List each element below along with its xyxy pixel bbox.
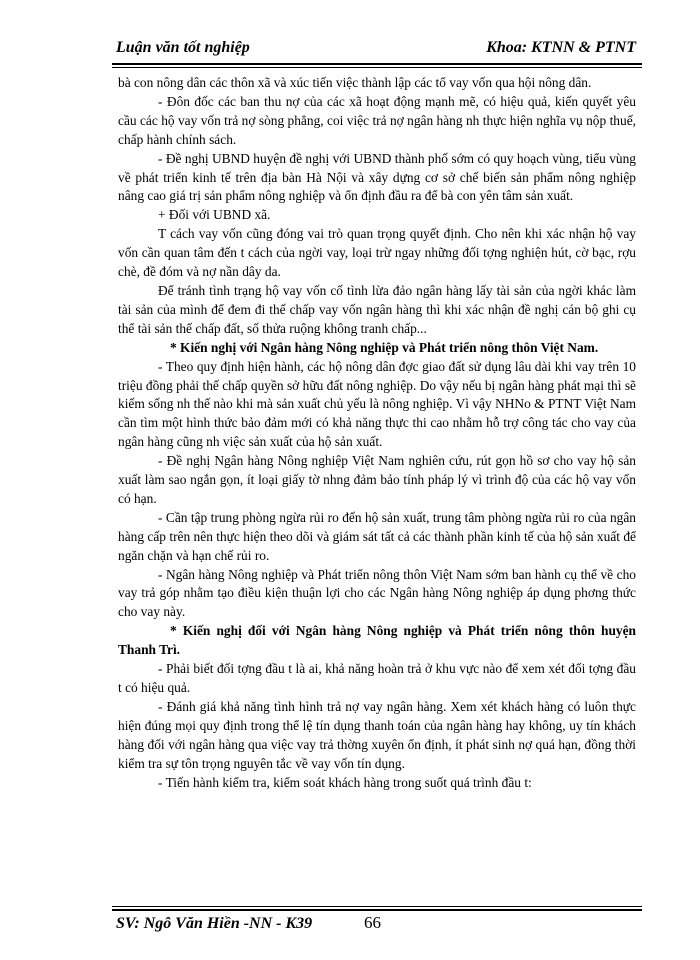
paragraph: - Theo quy định hiện hành, các hộ nông dân đợc giao đất sử dụng lâu dài khi vay trên 10 triệu đồng phải thế chấp quyền sở hữu đất nông nghiệp. Do vậy nếu bị ngân hàng phát mại thì sẽ kiếm sống nh thế nào khi mà sản xuất chủ yếu là nông nghiệp. Vì vậy NHNo & PTNT Việt Nam cần tìm một hình thức bảo đảm mới có khả năng thực thi cao nhằm hỗ trợ công tác cho vay của ngân hàng cũng nh việc sản xuất của hộ sản xuất.: [118, 358, 636, 450]
paragraph: - Cần tập trung phòng ngừa rủi ro đến hộ sản xuất, trung tâm phòng ngừa rủi ro của ngân hàng cấp trên nên thực hiện theo dõi và giám sát tất cả các thành phần kinh tế của hộ sản xuất để ngăn chặn và hạn chế rủi ro.: [118, 509, 636, 563]
paragraph: - Phải biết đối tợng đầu t là ai, khả năng hoàn trả ở khu vực nào để xem xét đối tợng đầu t có hiệu quả.: [118, 661, 636, 695]
paragraph: - Đề nghị Ngân hàng Nông nghiệp Việt Nam nghiên cứu, rút gọn hồ sơ cho vay hộ sản xuất làm sao ngắn gọn, ít loại giấy tờ nhng đảm bảo tính pháp lý vì trình độ của các hộ vay vốn có hạn.: [118, 453, 636, 506]
paragraph: - Tiến hành kiểm tra, kiểm soát khách hàng trong suốt quá trình đầu t:: [158, 774, 532, 790]
section-heading: * Kiến nghị đối với Ngân hàng Nông nghiệp và Phát triển nông thôn huyện Thanh Trì.: [118, 623, 636, 658]
page-footer: [112, 912, 642, 938]
header-thesis-title: Luận văn tốt nghiệp: [116, 39, 250, 56]
paragraph: - Đánh giá khả năng tình hình trả nợ vay ngân hàng. Xem xét khách hàng có luôn thực hiện đúng mọi quy định trong thể lệ tín dụng thanh toán của ngân hàng hay không, uy tín khách hàng đối với ngân hàng qua việc vay trả thờng xuyên ổn định, ít phát sinh nợ quá hạn, đồng thời kiểm tra sự tôn trọng nguyên tắc về vay vốn tín dụng.: [118, 698, 636, 771]
paragraph: - Ngân hàng Nông nghiệp và Phát triển nông thôn Việt Nam sớm ban hành cụ thể về cho vay trả góp nhằm tạo điều kiện thuận lợi cho các Ngân hàng Nông nghiệp áp dụng phơng thức cho vay này.: [118, 566, 636, 620]
footer-author: SV: Ngô Văn Hiền -NN - K39: [116, 915, 313, 932]
paragraph: T cách vay vốn cũng đóng vai trò quan trọng quyết định. Cho nên khi xác nhận hộ vay vốn cần quan tâm đến t cách của ngời vay, loại trừ ngay những đối tợng nghiện hút, cờ bạc, rợu chè, đề đóm và nợ nần dây da.: [118, 226, 636, 280]
header-faculty: Khoa: KTNN & PTNT: [486, 39, 636, 56]
paragraph: - Đề nghị UBND huyện đề nghị với UBND thành phố sớm có quy hoạch vùng, tiểu vùng về phát triển kinh tế trên địa bàn Hà Nội và xây dựng cơ sở chế biến sản phẩm nông nghiệp nâng cao giá trị sản phẩm nông nghiệp và ổn định đầu ra để bà con yên tâm sản xuất.: [118, 150, 636, 204]
header-rule-thin: [112, 67, 642, 68]
header-rule-thick: [112, 63, 642, 65]
paragraph: - Đôn đốc các ban thu nợ của các xã hoạt động mạnh mẽ, có hiệu quả, kiến quyết yêu cầu các hộ vay vốn trả nợ sòng phẳng, coi việc trả nợ ngân hàng nh thực hiện nghĩa vụ nộp thuế, chấp hành chính sách.: [118, 93, 636, 147]
paragraph: Để tránh tình trạng hộ vay vốn cố tình lừa đảo ngân hàng lấy tài sản của ngời khác làm tài sản của mình để đem đi thế chấp vay vốn ngân hàng thì khi xác nhận đề nghị cán bộ ghi cụ thể tài sản thế chấp đất, số thửa ruộng không tranh chấp...: [118, 282, 636, 336]
section-heading: * Kiến nghị với Ngân hàng Nông nghiệp và Phát triển nông thôn Việt Nam.: [170, 339, 599, 355]
page-header: [112, 36, 642, 62]
paragraph: + Đối với UBND xã.: [158, 207, 271, 223]
footer-rule-thick: [112, 909, 642, 911]
page-number: 66: [364, 913, 381, 932]
paragraph: bà con nông dân các thôn xã và xúc tiến việc thành lập các tổ vay vốn qua hội nông dân.: [118, 75, 592, 90]
footer-rule-thin: [112, 906, 642, 907]
body-text: [118, 74, 636, 792]
